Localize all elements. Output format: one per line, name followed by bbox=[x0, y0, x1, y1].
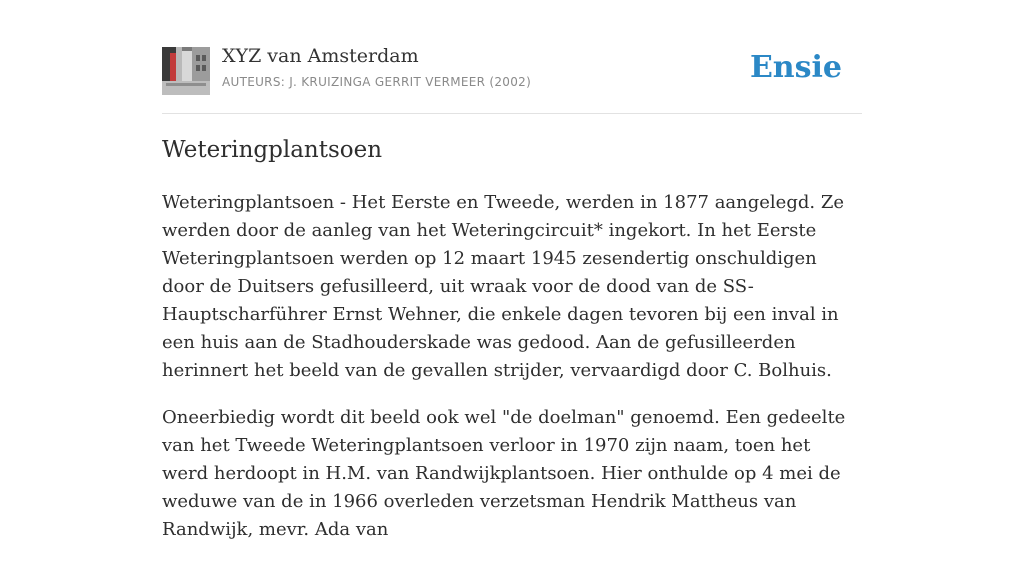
article-body bbox=[162, 189, 862, 563]
header bbox=[162, 0, 862, 114]
authors-line: AUTEURS: J. KRUIZINGA GERRIT VERMEER (2002) bbox=[222, 75, 532, 89]
book-title[interactable]: XYZ van Amsterdam bbox=[222, 45, 419, 67]
article-paragraph: Weteringplantsoen - Het Eerste en Tweede, werden in 1877 aangelegd. Ze werden door de aanleg van het Weteringcircuit* ingekort. In het Eerste Weteringplantsoen werden op 12 maart 1945 zesendertig onschuldigen door de Duitsers gefusilleerd, uit wraak voor de dood van de SS-Hauptscharführer Ernst Wehner, die enkele dagen tevoren bij een inval in een huis aan de Stadhouderskade was gedood. Aan de gefusilleerden herinnert het beeld van de gevallen strijder, vervaardigd door C. Bolhuis. bbox=[162, 192, 844, 381]
book-cover-avatar[interactable] bbox=[162, 47, 210, 95]
page-container bbox=[162, 0, 862, 540]
book-cover-photo-icon bbox=[162, 47, 210, 95]
page-title: Weteringplantsoen bbox=[162, 137, 383, 163]
ensie-logo[interactable]: Ensie bbox=[749, 50, 842, 85]
article-paragraph: Oneerbiedig wordt dit beeld ook wel "de doelman" genoemd. Een gedeelte van het Tweede Weteringplantsoen verloor in 1970 zijn naam, toen het werd herdoopt in H.M. van Randwijkplantsoen. Hier onthulde op 4 mei de weduwe van de in 1966 overleden verzetsman Hendrik Mattheus van Randwijk, mevr. Ada van bbox=[162, 407, 846, 540]
